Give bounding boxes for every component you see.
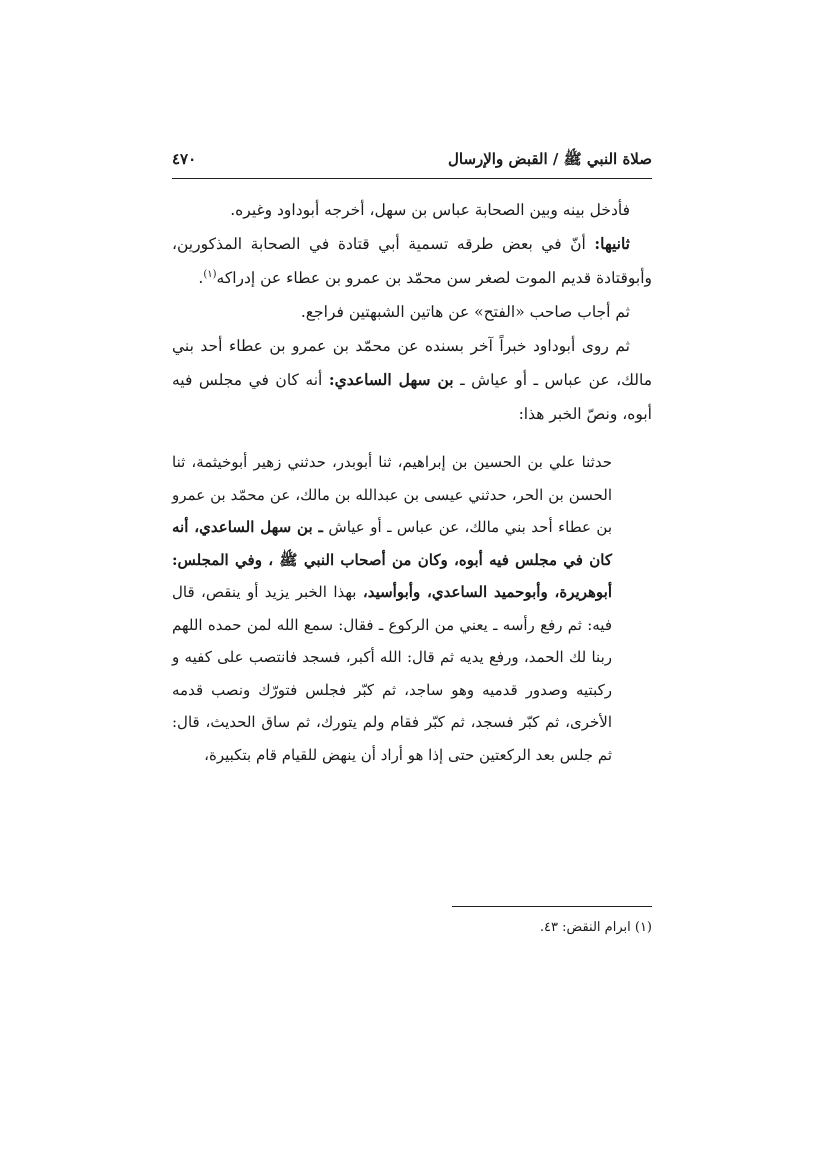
quote-bold: ـ بن سهل الساعدي، أنه كان في مجلس فيه أبوه، وكان من أصحاب النبي ﷺ ، وفي المجلس: أبوهريرة، وأبوحميد الساعدي، وأبوأسيد، [172,518,612,601]
header-divider [172,178,652,179]
quote-part-a: حدثنا علي بن الحسين بن إبراهيم، ثنا أبوبدر، حدثني زهير أبوخيثمة، ثنا الحسن بن الحر، حدثني عيسى بن عبدالله بن مالك، عن محمّد بن عمرو بن عطاء أحد بني مالك، عن عباس ـ أو عياش [172,453,612,536]
footnote-reference[interactable]: (١) [203,268,217,280]
paragraph-2-text: أنّ في بعض طرقه تسمية أبي قتادة في الصحابة المذكورين، وأبوقتادة قديم الموت لصغر سن محمّد بن عمرو بن عطاء عن إدراكه [172,235,652,287]
page-number: ٤٧٠ [172,150,197,168]
paragraph-4-a: ثم روى أبوداود خبراً آخر بسنده عن محمّد بن عمرو بن عطاء أحد بني مالك، عن عباس ـ أو عياش ـ [172,337,652,389]
footnote: (١) ابرام النقض: ٤٣. [539,920,652,935]
paragraph-3: ثم أجاب صاحب «الفتح» عن هاتين الشبهتين فراجع. [300,303,630,321]
paragraph-2 [172,227,652,295]
header-title: صلاة النبي ﷺ / القبض والإرسال [447,150,652,168]
quoted-hadith [172,446,612,771]
paragraph-4 [172,329,652,431]
paragraph-1: فأدخل بينه وبين الصحابة عباس بن سهل، أخرجه أبوداود وغيره. [230,201,630,219]
main-text [172,193,652,431]
paragraph-2-label: ثانيها: [594,234,630,253]
paragraph-4-b: أنه كان في مجلس فيه أبوه، ونصّ الخبر هذا: [172,371,652,423]
footnote-divider [452,906,652,907]
quote-paragraph [172,446,612,771]
paragraph-4-bold: بن سهل الساعدي: [328,370,454,389]
running-header [172,150,652,172]
quote-part-b: بهذا الخبر يزيد أو ينقص، قال فيه: ثم رفع رأسه ـ يعني من الركوع ـ فقال: سمع الله لمن حمده اللهم ربنا لك الحمد، ورفع يديه ثم قال: الله أكبر، فسجد فانتصب على كفيه و ركبتيه وصدور قدميه وهو ساجد، ثم كبّر فجلس فتورّك ونصب قدمه الأخرى، ثم كبّر فسجد، ثم كبّر فقام ولم يتورك، ثم ساق الحديث، قال: ثم جلس بعد الركعتين حتى إذا هو أراد أن ينهض للقيام قام بتكبيرة، [172,583,612,764]
paragraph-2-end: . [198,269,204,287]
